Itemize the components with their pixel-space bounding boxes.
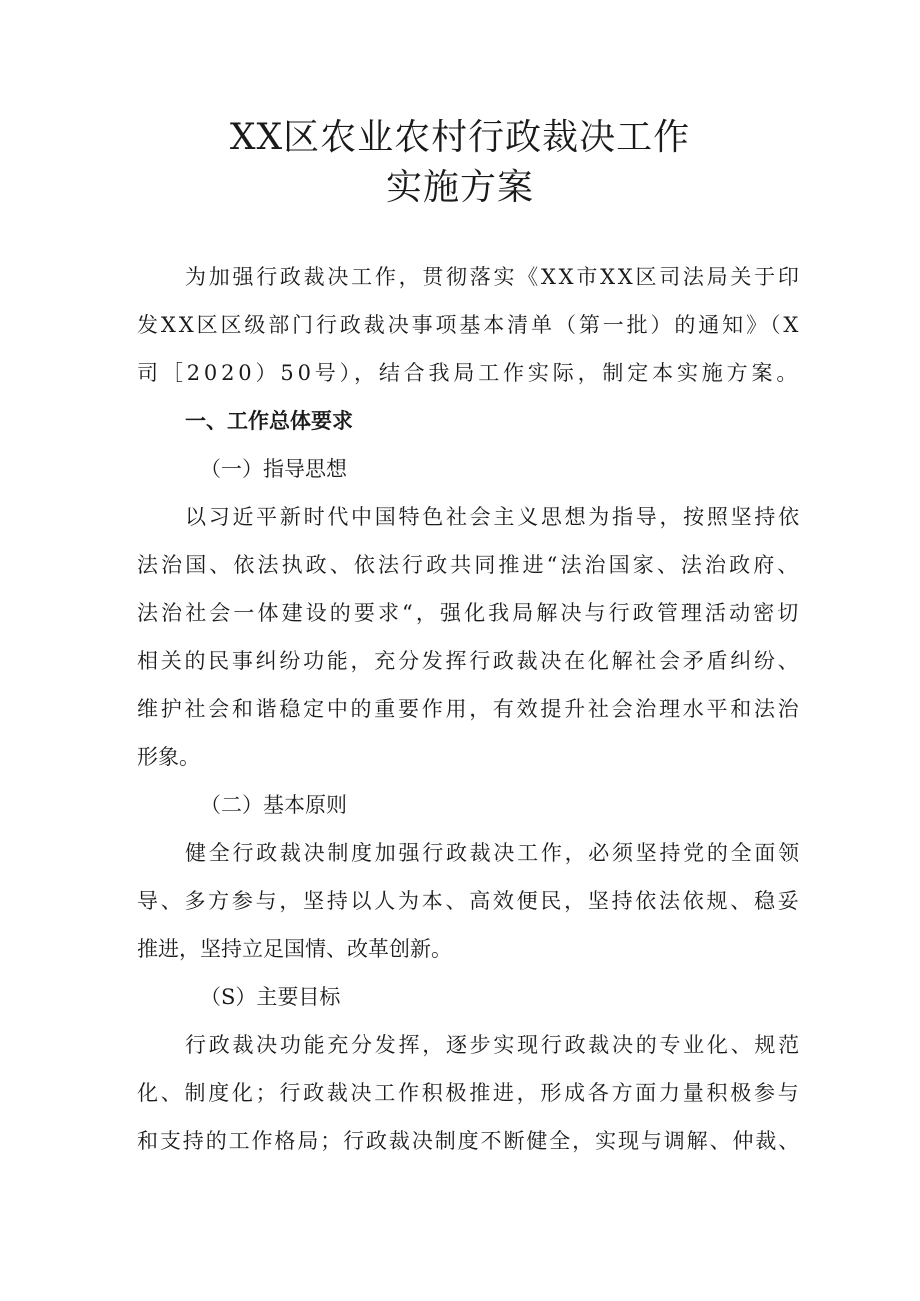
intro-line-2: 发XX区区级部门行政裁决事项基本清单（第一批）的通知》（X xyxy=(137,313,802,337)
subsection-1-heading: （一）指导思想 xyxy=(200,457,347,481)
sub1-line-2: 法治国、依法执政、依法行政共同推进“法治国家、法治政府、 xyxy=(137,553,802,577)
intro-line-3: 司［2020）50号），结合我局工作实际，制定本实施方案。 xyxy=(137,361,802,385)
sub3-line-3: 和支持的工作格局；行政裁决制度不断健全，实现与调解、仲裁、 xyxy=(137,1129,802,1153)
subsection-2-heading: （二）基本原则 xyxy=(200,793,347,817)
sub1-line-6: 形象。 xyxy=(137,745,200,769)
document-title-line2: 实施方案 xyxy=(385,167,534,208)
sub2-line-1: 健全行政裁决制度加强行政裁决工作，必须坚持党的全面领 xyxy=(185,841,802,865)
sub1-line-5: 维护社会和谐稳定中的重要作用，有效提升社会治理水平和法治 xyxy=(137,697,802,721)
section-1-heading: 一、工作总体要求 xyxy=(185,409,353,433)
sub1-line-3: 法治社会一体建设的要求“，强化我局解决与行政管理活动密切 xyxy=(137,601,802,625)
sub3-line-2: 化、制度化；行政裁决工作积极推进，形成各方面力量积极参与 xyxy=(137,1081,802,1105)
sub3-line-1: 行政裁决功能充分发挥，逐步实现行政裁决的专业化、规范 xyxy=(185,1033,802,1057)
sub1-line-1: 以习近平新时代中国特色社会主义思想为指导，按照坚持依 xyxy=(185,505,802,529)
sub1-line-4: 相关的民事纠纷功能，充分发挥行政裁决在化解社会矛盾纠纷、 xyxy=(137,649,802,673)
subsection-3-heading: （S）主要目标 xyxy=(200,985,341,1009)
document-title-line1: XX区农业农村行政裁决工作 xyxy=(229,117,691,158)
intro-line-1: 为加强行政裁决工作，贯彻落实《XX市XX区司法局关于印 xyxy=(185,265,802,289)
sub2-line-3: 推进，坚持立足国情、改革创新。 xyxy=(137,937,452,961)
sub2-line-2: 导、多方参与，坚持以人为本、高效便民，坚持依法依规、稳妥 xyxy=(137,889,802,913)
